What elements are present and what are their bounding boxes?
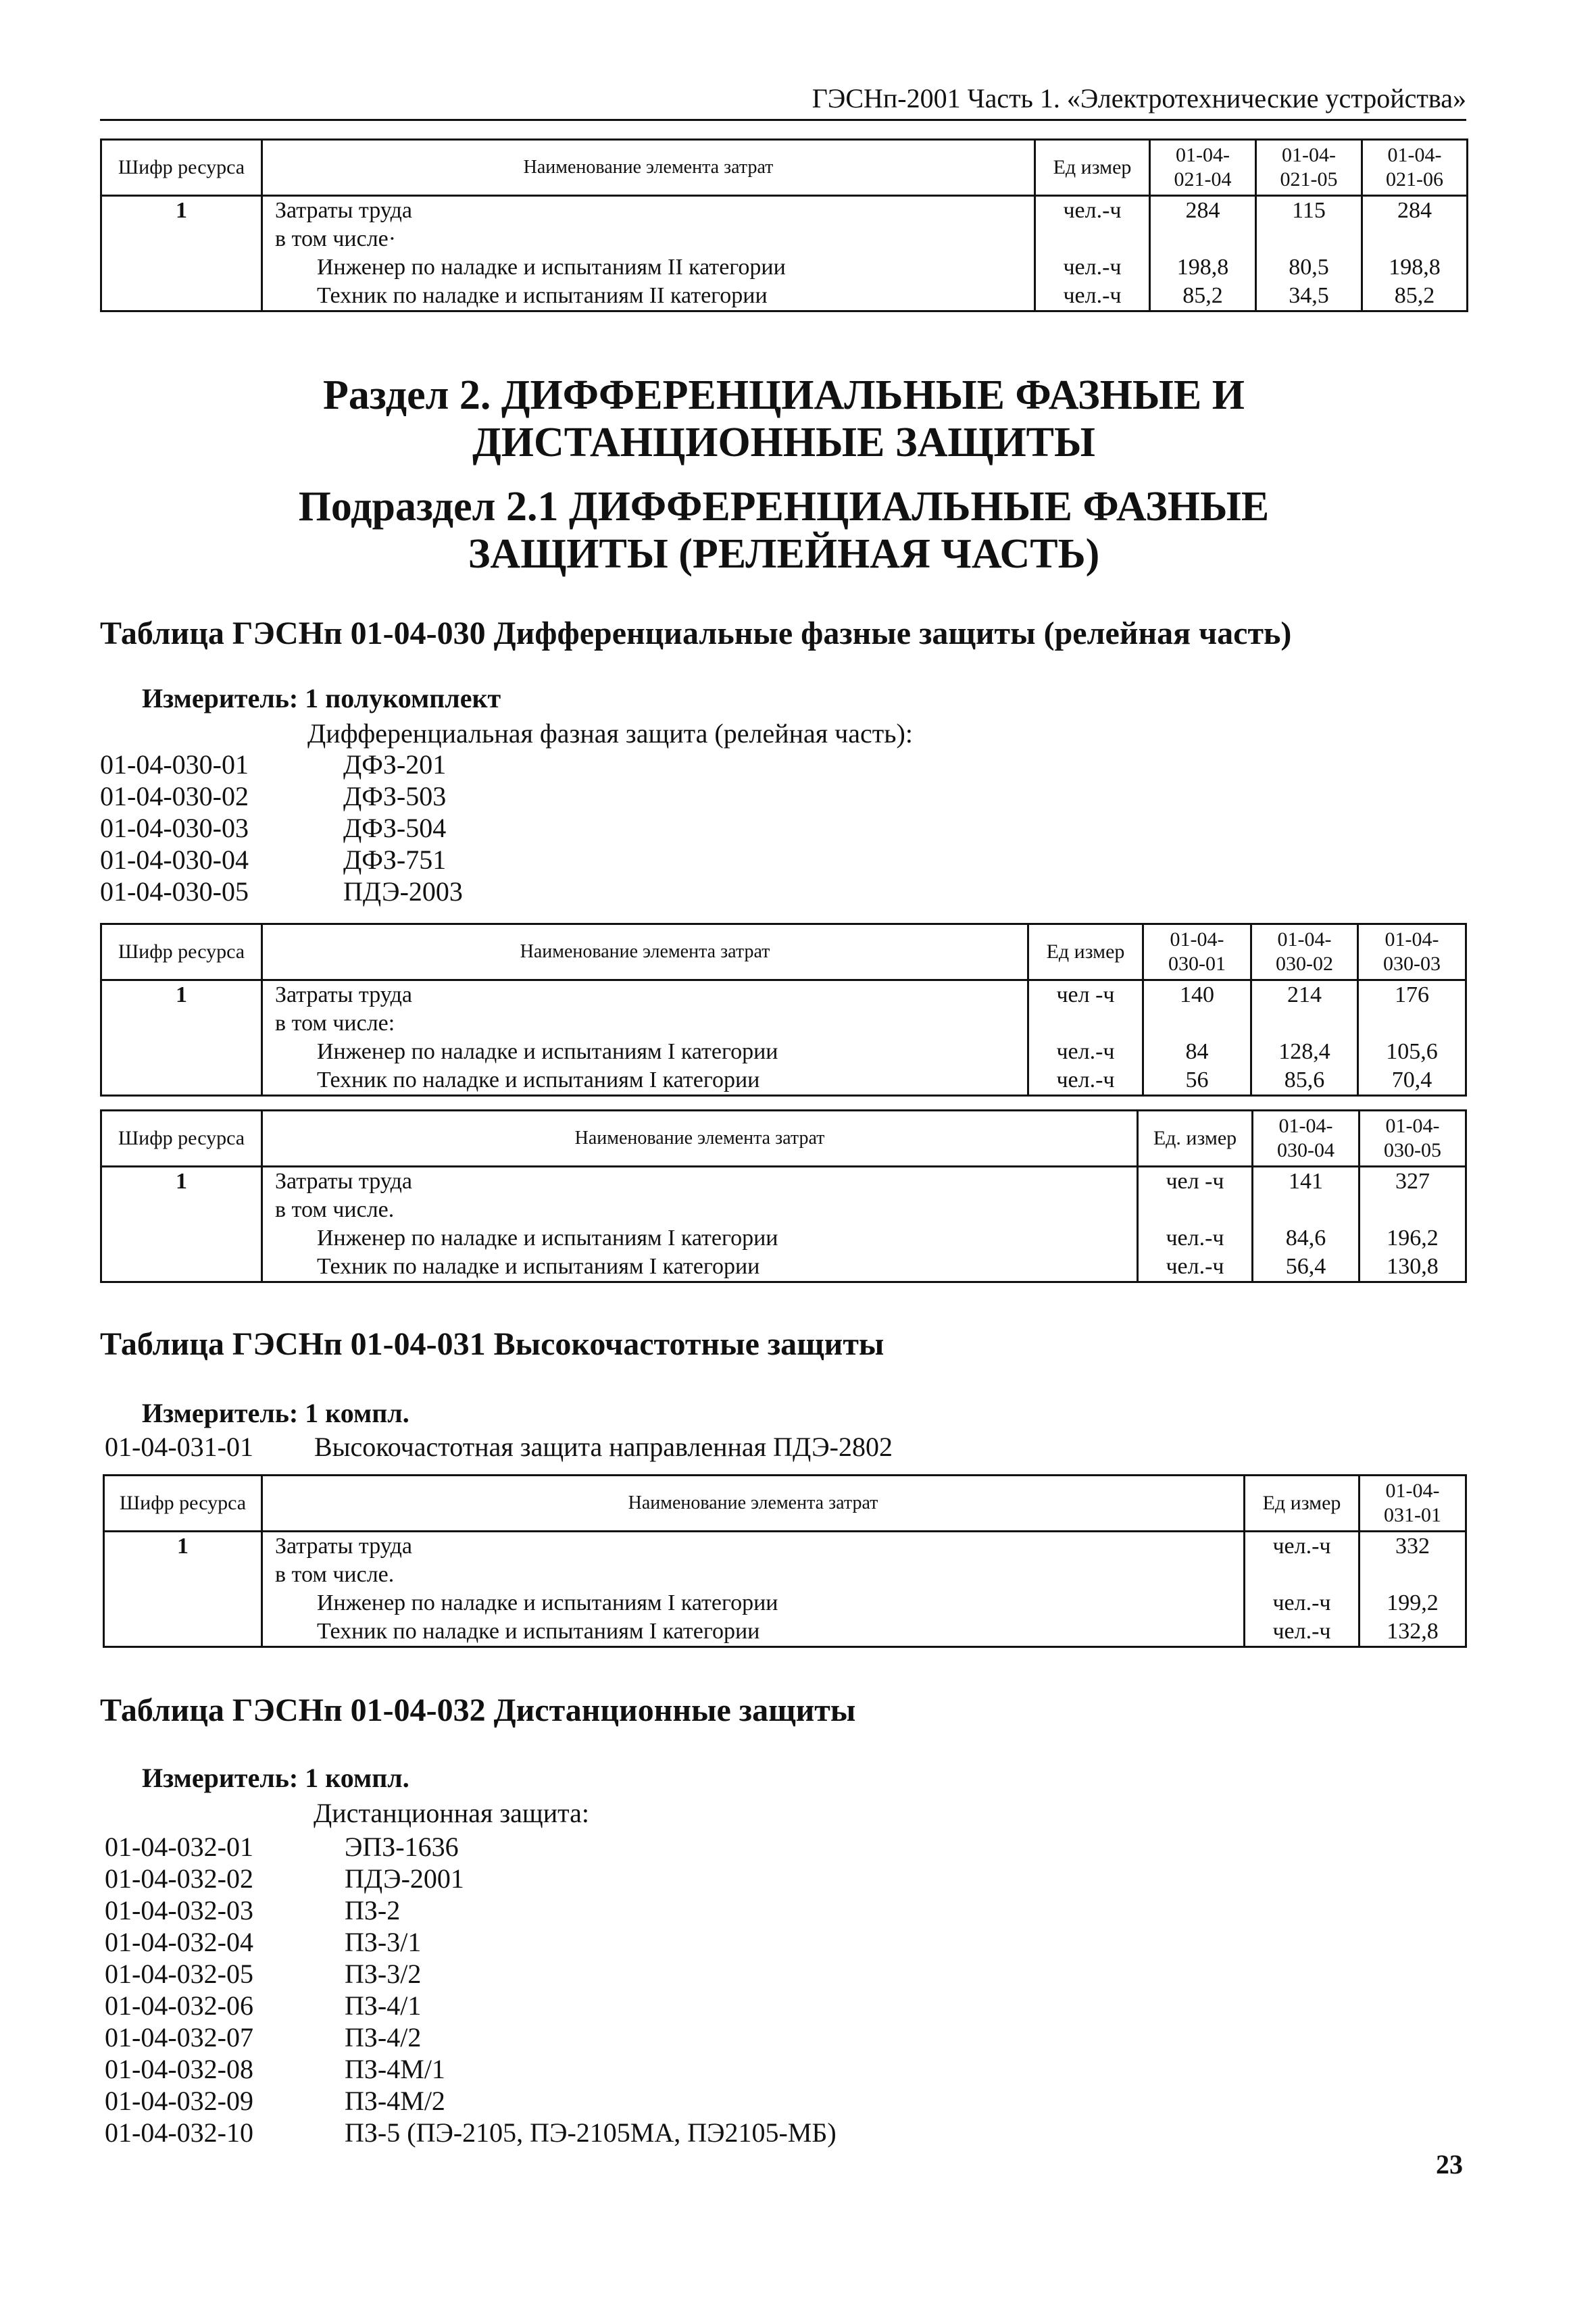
values-col: 140 84 56 <box>1143 980 1251 1096</box>
values-col: 141 84,6 56,4 <box>1253 1167 1360 1282</box>
units: чел -ч чел.-ч чел.-ч <box>1138 1167 1253 1282</box>
section-title: Раздел 2. ДИФФЕРЕНЦИАЛЬНЫЕ ФАЗНЫЕ И ДИСТАНЦИОННЫЕ ЗАЩИТЫ <box>323 372 1245 466</box>
list-item: 01-04-032-09 ПЗ-4М/2 <box>105 2086 445 2116</box>
list-item: 01-04-030-03 ДФЗ-504 <box>100 813 447 843</box>
measure-030: Измеритель: 1 полукомплект <box>142 683 501 713</box>
col-header-norm: 01-04- 021-06 <box>1362 140 1468 196</box>
labor-label: Затраты труда <box>275 198 413 223</box>
list-item: 01-04-032-06 ПЗ-4/1 <box>105 1990 422 2021</box>
values-col: 284 198,8 85,2 <box>1150 196 1256 311</box>
col-header-norm: 01-04- 031-01 <box>1360 1476 1466 1532</box>
table-title-030: Таблица ГЭСНп 01-04-030 Дифференциальные фазные защиты (релейная часть) <box>100 615 1292 651</box>
table-header-row <box>101 924 1466 980</box>
col-header-unit: Ед измер <box>1245 1476 1360 1532</box>
header-rule <box>100 119 1466 121</box>
values-col: 214 128,4 85,6 <box>1251 980 1358 1096</box>
values-col: 176 105,6 70,4 <box>1358 980 1466 1096</box>
col-header-name: Наименование элемента затрат <box>262 140 1035 196</box>
resource-code: 1 <box>104 1532 262 1647</box>
table-row <box>101 1167 1466 1282</box>
col-header-norm: 01-04- 021-05 <box>1256 140 1362 196</box>
cost-table-021 <box>100 139 1468 312</box>
incl-label: в том числе· <box>275 226 397 251</box>
measure-031: Измеритель: 1 компл. <box>142 1398 409 1428</box>
cost-table-030-a <box>100 923 1467 1097</box>
values-col: 332 199,2 132,8 <box>1360 1532 1466 1647</box>
cost-names: Затраты труда в том числе: Инженер по наладке и испытаниям I категории Техник по наладке и испытаниям I категории <box>262 980 1028 1096</box>
list-item: 01-04-030-04 ДФЗ-751 <box>100 845 447 875</box>
subtitle-030: Дифференциальная фазная защита (релейная часть): <box>307 718 913 749</box>
table-row <box>104 1532 1466 1647</box>
values-col: 284 198,8 85,2 <box>1362 196 1468 311</box>
col-header-norm: 01-04- 030-02 <box>1251 924 1358 980</box>
resource-code: 1 <box>101 196 262 311</box>
col-header-name: Наименование элемента затрат <box>262 1476 1245 1532</box>
cost-names <box>262 196 1035 311</box>
list-item: 01-04-032-10 ПЗ-5 (ПЭ-2105, ПЭ-2105МА, ПЭ2105-МБ) <box>105 2117 837 2148</box>
values-col: 115 80,5 34,5 <box>1256 196 1362 311</box>
table-title-032: Таблица ГЭСНп 01-04-032 Дистанционные защиты <box>100 1692 856 1728</box>
list-item: 01-04-030-01 ДФЗ-201 <box>100 749 447 780</box>
col-header-code: Шифр ресурса <box>101 140 262 196</box>
item-list-031 <box>105 1431 893 1463</box>
col-header-unit: Ед. измер <box>1138 1111 1253 1167</box>
table-header-row <box>104 1476 1466 1532</box>
col-header-unit: Ед измер <box>1035 140 1150 196</box>
col-header-code: Шифр ресурса <box>104 1476 262 1532</box>
table-header-row <box>101 1111 1466 1167</box>
table-row <box>101 196 1468 311</box>
col-header-code: Шифр ресурса <box>101 924 262 980</box>
units: чел -ч чел.-ч чел.-ч <box>1028 980 1143 1096</box>
list-item: 01-04-030-05 ПДЭ-2003 <box>100 876 463 907</box>
engineer-label: Инженер по наладке и испытаниям II категории <box>317 255 786 280</box>
list-item: 01-04-031-01 Высокочастотная защита направленная ПДЭ-2802 <box>105 1432 893 1462</box>
cost-names: Затраты труда в том числе. Инженер по наладке и испытаниям I категории Техник по наладке и испытаниям I категории <box>262 1532 1245 1647</box>
resource-code: 1 <box>101 1167 262 1282</box>
col-header-name: Наименование элемента затрат <box>262 924 1028 980</box>
values-col: 327 196,2 130,8 <box>1360 1167 1466 1282</box>
item-list-032 <box>105 1831 837 2148</box>
item-list-030 <box>100 749 463 907</box>
page-number: 23 <box>1436 2149 1463 2180</box>
table-row <box>101 980 1466 1096</box>
col-header-norm: 01-04- 030-04 <box>1253 1111 1360 1167</box>
list-item: 01-04-032-02 ПДЭ-2001 <box>105 1863 464 1894</box>
technician-label: Техник по наладке и испытаниям II категории <box>317 283 768 308</box>
col-header-norm: 01-04- 021-04 <box>1150 140 1256 196</box>
list-item: 01-04-032-07 ПЗ-4/2 <box>105 2022 422 2053</box>
list-item: 01-04-030-02 ДФЗ-503 <box>100 781 447 811</box>
list-item: 01-04-032-08 ПЗ-4М/1 <box>105 2054 445 2084</box>
cost-names: Затраты труда в том числе. Инженер по наладке и испытаниям I категории Техник по наладке и испытаниям I категории <box>262 1167 1138 1282</box>
subsection-title: Подраздел 2.1 ДИФФЕРЕНЦИАЛЬНЫЕ ФАЗНЫЕ ЗАЩИТЫ (РЕЛЕЙНАЯ ЧАСТЬ) <box>298 484 1270 577</box>
cost-table-030-b <box>100 1109 1467 1283</box>
col-header-code: Шифр ресурса <box>101 1111 262 1167</box>
table-header-row <box>101 140 1468 196</box>
list-item: 01-04-032-01 ЭПЗ-1636 <box>105 1832 459 1862</box>
list-item: 01-04-032-04 ПЗ-3/1 <box>105 1927 422 1957</box>
running-header: ГЭСНп-2001 Часть 1. «Электротехнические устройства» <box>812 83 1466 114</box>
subtitle-032: Дистанционная защита: <box>314 1798 589 1828</box>
col-header-name: Наименование элемента затрат <box>262 1111 1138 1167</box>
col-header-norm: 01-04- 030-03 <box>1358 924 1466 980</box>
list-item: 01-04-032-05 ПЗ-3/2 <box>105 1959 422 1989</box>
col-header-unit: Ед измер <box>1028 924 1143 980</box>
measure-032: Измеритель: 1 компл. <box>142 1763 409 1793</box>
cost-table-031 <box>103 1474 1467 1648</box>
units: чел.-ч чел.-ч чел.-ч <box>1245 1532 1360 1647</box>
units: чел.-ч чел.-ч чел.-ч <box>1035 196 1150 311</box>
col-header-norm: 01-04- 030-05 <box>1360 1111 1466 1167</box>
list-item: 01-04-032-03 ПЗ-2 <box>105 1895 401 1926</box>
table-title-031: Таблица ГЭСНп 01-04-031 Высокочастотные защиты <box>100 1326 884 1362</box>
resource-code: 1 <box>101 980 262 1096</box>
col-header-norm: 01-04- 030-01 <box>1143 924 1251 980</box>
